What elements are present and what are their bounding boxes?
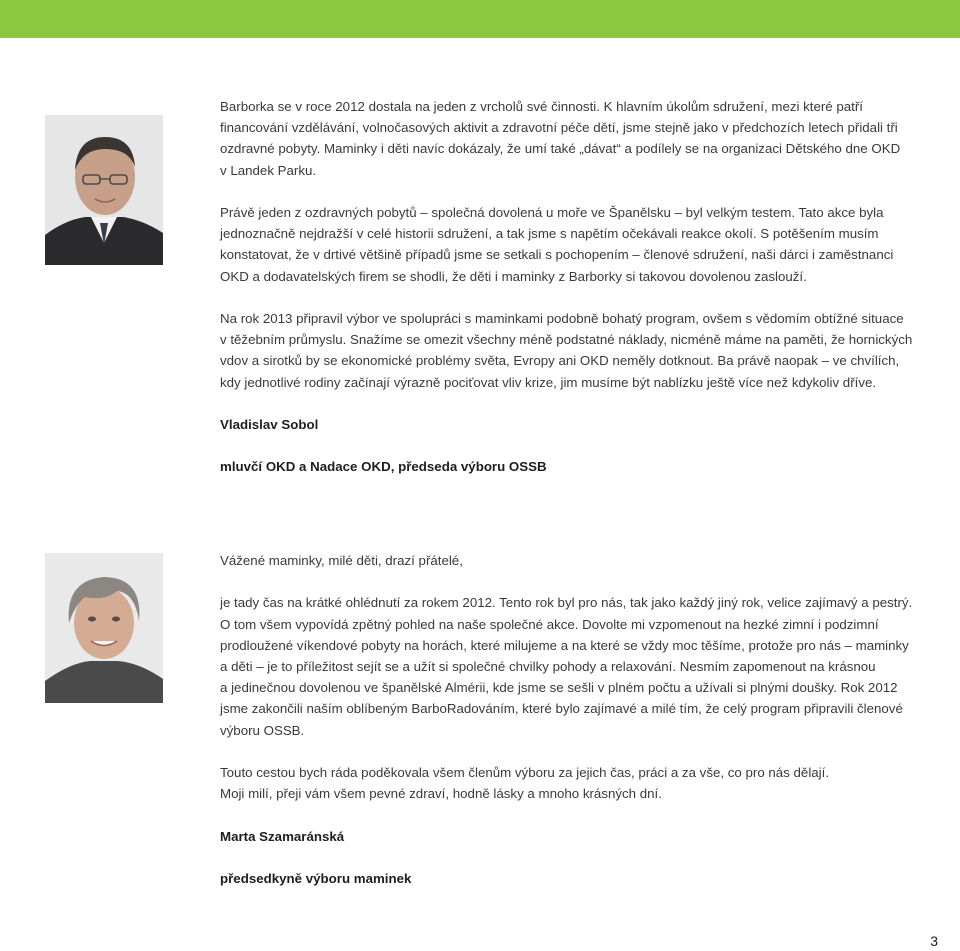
page-number: 3 <box>930 933 938 949</box>
header-accent-bar <box>0 0 960 38</box>
signature-name: Vladislav Sobol <box>220 417 319 432</box>
portrait-photo-vladislav-sobol <box>45 115 163 265</box>
signature-role: mluvčí OKD a Nadace OKD, předseda výboru OSSB <box>220 459 547 475</box>
greeting: Vážené maminky, milé děti, drazí přátelé, <box>220 553 463 568</box>
signature-name: Marta Szamaránská <box>220 828 345 844</box>
section-vladislav-sobol <box>220 96 920 499</box>
paragraph: Na rok 2013 připravil výbor ve spolupráci s maminkami podobně bohatý program, ovšem s vědomím obtížné situace v těžebním průmyslu. Snažíme se omezit všechny méně podstatné náklady, nicméně máme na paměti, že hornických vdov a sirotků by se ekonomické problémy světa, Evropy ani OKD neměly dotknout. Ba právě naopak – ve chvílích, kdy jednotlivé rodiny začínají výrazně pociťovat vliv krize, jim musíme být nablízku ještě více než kdykoliv dříve. <box>220 311 913 390</box>
paragraph: Právě jeden z ozdravných pobytů – společná dovolená u moře ve Španělsku – byl velkým testem. Tato akce byla jednoznačně nejdražší v celé historii sdružení, a tak jsme s napětím očekávali reakce okolí. S potěšením musím konstatovat, že v drtivé většině případů jsme se setkali s pochopením – členové sdružení, naši dárci i zaměstnanci OKD a dodavatelských firem se shodli, že děti i maminky z Barborky si takovou dovolenou zaslouží. <box>220 205 894 284</box>
portrait-photo-marta-szamaranska <box>45 553 163 703</box>
paragraph: Barborka se v roce 2012 dostala na jeden z vrcholů své činnosti. K hlavním úkolům sdružení, mezi které patří financování vzdělávání, volnočasových aktivit a zdravotní péče dětí, jsme stejně jako v předchozích letech přidali tři ozdravné pobyty. Maminky i děti navíc dokázaly, že umí také „dávat“ a podílely se na organizaci Dětského dne OKD v Landek Parku. <box>220 99 901 178</box>
signature-role: předsedkyně výboru maminek <box>220 870 412 886</box>
paragraph: Touto cestou bych ráda poděkovala všem členům výboru za jejich čas, práci a za vše, co pro nás dělají. Moji milí, přeji vám všem pevné zdraví, hodně lásky a mnoho krásných dní. <box>220 765 830 802</box>
paragraph: je tady čas na krátké ohlédnutí za rokem 2012. Tento rok byl pro nás, tak jako každý jiný rok, velice zajímavý a pestrý. O tom všem vypovídá zpětný pohled na naše společné akce. Dovolte mi vzpomenout na hezké zimní i podzimní prodloužené víkendové pobyty na horách, které milujeme a na které se vždy moc těšíme, protože pro nás – maminky a děti – je to příležitost sejít se a užít si společné chvilky pohody a relaxování. Nesmím zapomenout na krásnou a jedinečnou dovolenou ve španělské Almérii, kde jsme se sešli v plném počtu a užívali si plnými doušky. Rok 2012 jsme zakončili naším oblíbeným BarboRadováním, které bylo zajímavé a milé tím, že celý program připravili členové výboru OSSB. <box>220 595 913 738</box>
section-marta-szamaranska <box>220 550 920 910</box>
